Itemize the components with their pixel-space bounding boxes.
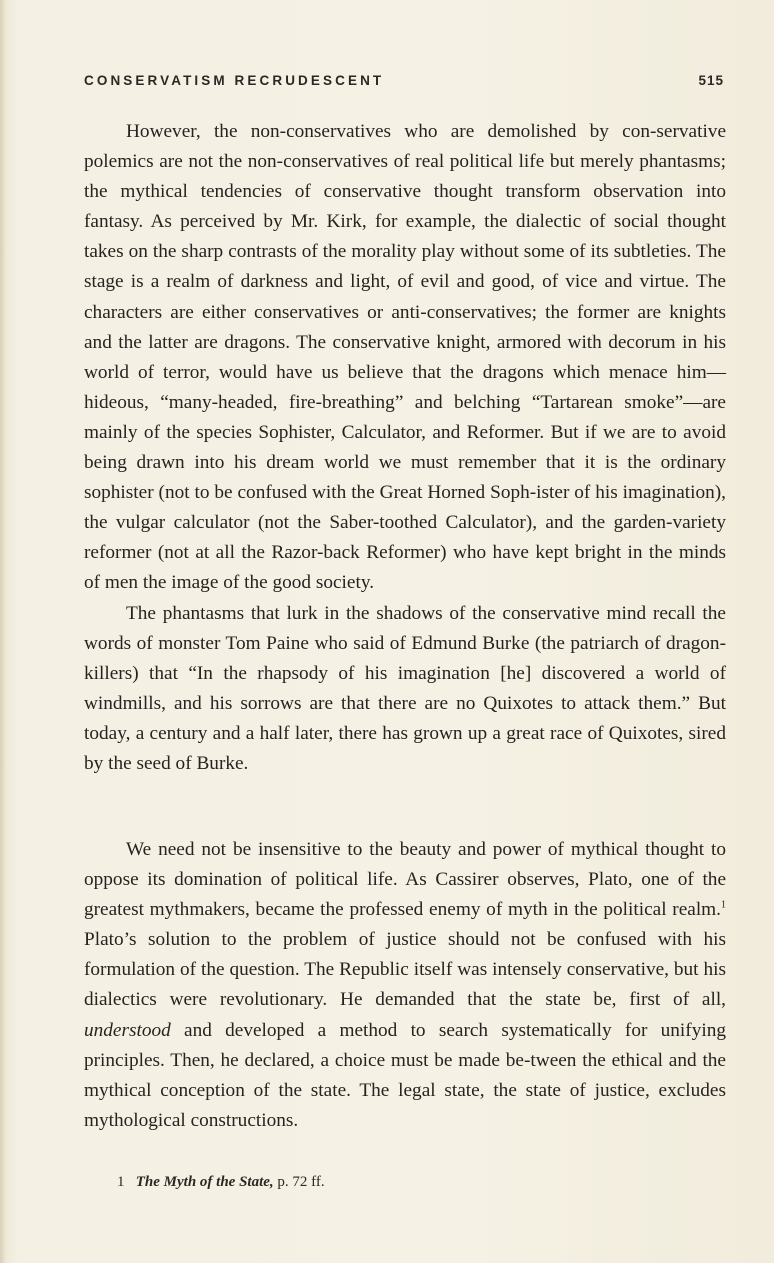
page-gutter-shadow bbox=[0, 0, 6, 1263]
italic-emphasis: understood bbox=[84, 1019, 171, 1041]
paragraph-3-text-b: Plato’s solution to the problem of justice should not be confused with his formulation of the question. The Republic itself was intensely conservative, but his dialectics were revolutionary. He demanded that the state be, first of all, bbox=[84, 929, 726, 1011]
footnote-marker: 1 bbox=[721, 899, 726, 911]
page-number: 515 bbox=[698, 73, 724, 88]
footnote-number: 1 bbox=[117, 1174, 125, 1190]
running-head bbox=[84, 73, 724, 93]
footnote-title: The Myth of the State, bbox=[135, 1174, 274, 1190]
body-section-1 bbox=[84, 117, 726, 779]
paragraph-3 bbox=[84, 835, 726, 1136]
paragraph-3-text-a: We need not be insensitive to the beauty and power of mythical thought to oppose its domination of political life. As Cassirer observes, Plato, one of the greatest mythmakers, became the professed enemy of myth in the political realm. bbox=[84, 839, 726, 921]
footnote-reference: p. 72 ff. bbox=[277, 1174, 325, 1190]
paragraph-2: The phantasms that lurk in the shadows of the conservative mind recall the words of monster Tom Paine who said of Edmund Burke (the patriarch of dragon-killers) that “In the rhapsody of his imagination [he] discovered a world of windmills, and his sorrows are that there are no Quixotes to attack them.” But today, a century and a half later, there has grown up a great race of Quixotes, sired by the seed of Burke. bbox=[84, 602, 726, 774]
paragraph-1: However, the non-conservatives who are demolished by con-servative polemics are not the non-conservatives of real political life but merely phantasms; the mythical tendencies of conservative thought transform observation into fantasy. As perceived by Mr. Kirk, for example, the dialectic of social thought takes on the sharp contrasts of the morality play without some of its subtleties. The stage is a realm of darkness and light, of evil and good, of vice and virtue. The characters are either conservatives or anti-conservatives; the former are knights and the latter are dragons. The conservative knight, armored with decorum in his world of terror, would have us believe that the dragons which menace him—hideous, “many-headed, fire-breathing” and belching “Tartarean smoke”—are mainly of the species Sophister, Calculator, and Reformer. But if we are to avoid being drawn into his dream world we must remember that it is the ordinary sophister (not to be confused with the Great Horned Soph-ister of his imagination), the vulgar calculator (not the Saber-toothed Calculator), and the garden-variety reformer (not at all the Razor-back Reformer) who have kept bright in the minds of men the image of the good society. bbox=[84, 121, 726, 594]
footnote bbox=[117, 1172, 325, 1192]
paragraph-3-text-c: and developed a method to search systematically for unifying principles. Then, he declared, a choice must be made be-tween the ethical and the mythical conception of the state. The legal state, the state of justice, excludes mythological constructions. bbox=[84, 1019, 726, 1131]
body-section-2 bbox=[84, 835, 726, 1136]
running-title: CONSERVATISM RECRUDESCENT bbox=[84, 73, 385, 88]
